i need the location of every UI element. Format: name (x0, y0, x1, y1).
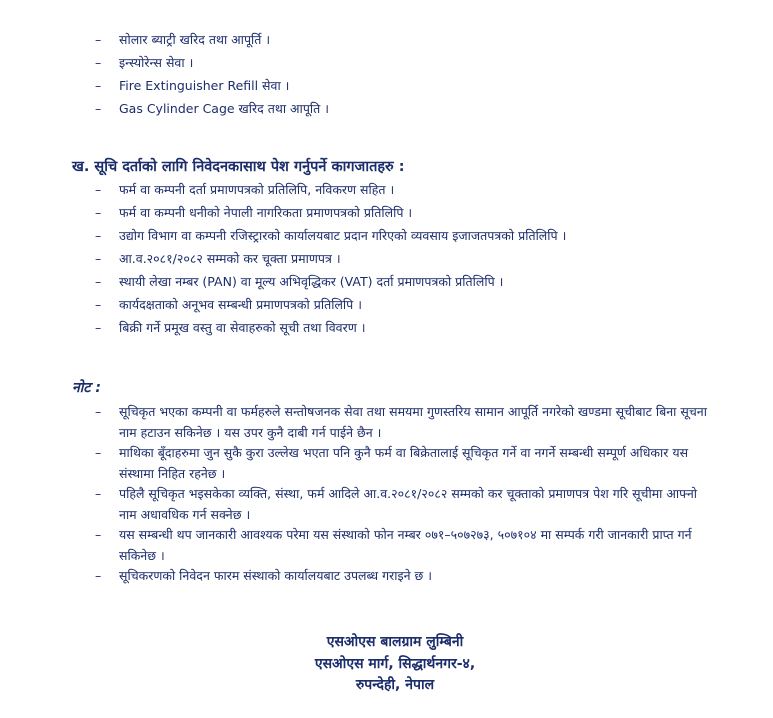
notes-list (95, 402, 709, 587)
list-item: – आ.व.२०८१/२०८२ सम्मको कर चूक्ता प्रमाणपत्र । (95, 247, 566, 270)
documents-list (95, 178, 566, 339)
note-heading: नोट : (72, 380, 101, 396)
organization-address (250, 632, 540, 697)
list-item: – उद्योग विभाग वा कम्पनी रजिस्ट्रारको कार्यालयबाट प्रदान गरिएको व्यवसाय इजाजतपत्रको प्रतिलिपि । (95, 224, 566, 247)
address-district: रुपन्देही, नेपाल (355, 677, 435, 693)
list-item: – सूचिकरणको निवेदन फारम संस्थाको कार्यालयबाट उपलब्ध गराइने छ । (95, 566, 709, 587)
list-item: – Gas Cylinder Cage खरिद तथा आपूति । (95, 97, 329, 120)
list-item: – माथिका बूँदाहरुमा जुन सुकै कुरा उल्लेख भएता पनि कुनै फर्म वा बिक्रेतालाई सूचिकृत गर्ने वा नगर्ने सम्बन्धी सम्पूर्ण अधिकार यस संस्थामा निहित रहनेछ । (95, 443, 709, 484)
list-item: – सूचिकृत भएका कम्पनी वा फर्महरुले सन्तोषजनक सेवा तथा समयमा गुणस्तरिय सामान आपूर्ति नगरेको खण्डमा सूचीबाट बिना सूचना नाम हटाउन सकिनेछ । यस उपर कुनै दाबी गर्न पाईने छैन । (95, 402, 709, 443)
list-item: – कार्यदक्षताको अनूभव सम्बन्धी प्रमाणपत्रको प्रतिलिपि । (95, 293, 566, 316)
list-item: – स्थायी लेखा नम्बर (PAN) वा मूल्य अभिवृद्धिकर (VAT) दर्ता प्रमाणपत्रको प्रतिलिपि । (95, 270, 566, 293)
services-list (95, 28, 329, 120)
address-street: एसओएस मार्ग, सिद्धार्थनगर-४, (314, 655, 476, 672)
section-kha-heading: ख. सूचि दर्ताको लागि निवेदनकासाथ पेश गर्नुपर्ने कागजातहरु : (72, 159, 405, 175)
list-item: – सोलार ब्याट्री खरिद तथा आपूर्ति । (95, 28, 329, 51)
list-item: – बिक्री गर्ने प्रमूख वस्तु वा सेवाहरुको सूची तथा विवरण । (95, 316, 566, 339)
list-item: – Fire Extinguisher Refill सेवा । (95, 74, 329, 97)
organization-name: एसओएस बालग्राम लुम्बिनी (326, 634, 464, 650)
list-item: – यस सम्बन्धी थप जानकारी आवश्यक परेमा यस संस्थाको फोन नम्बर ०७१–५०७२७३, ५०७१०४ मा सम्पर्क गरी जानकारी प्राप्त गर्न सकिनेछ । (95, 525, 709, 566)
list-item: – फर्म वा कम्पनी धनीको नेपाली नागरिकता प्रमाणपत्रको प्रतिलिपि । (95, 201, 566, 224)
list-item: – पहिलै सूचिकृत भइसकेका व्यक्ति, संस्था, फर्म आदिले आ.व.२०८१/२०८२ सम्मको कर चूक्ताको प्रमाणपत्र पेश गरि सूचीमा आफ्नो नाम अधावधिक गर्न सक्नेछ । (95, 484, 709, 525)
list-item: – इन्स्योरेन्स सेवा । (95, 51, 329, 74)
list-item: – फर्म वा कम्पनी दर्ता प्रमाणपत्रको प्रतिलिपि, नविकरण सहित । (95, 178, 566, 201)
